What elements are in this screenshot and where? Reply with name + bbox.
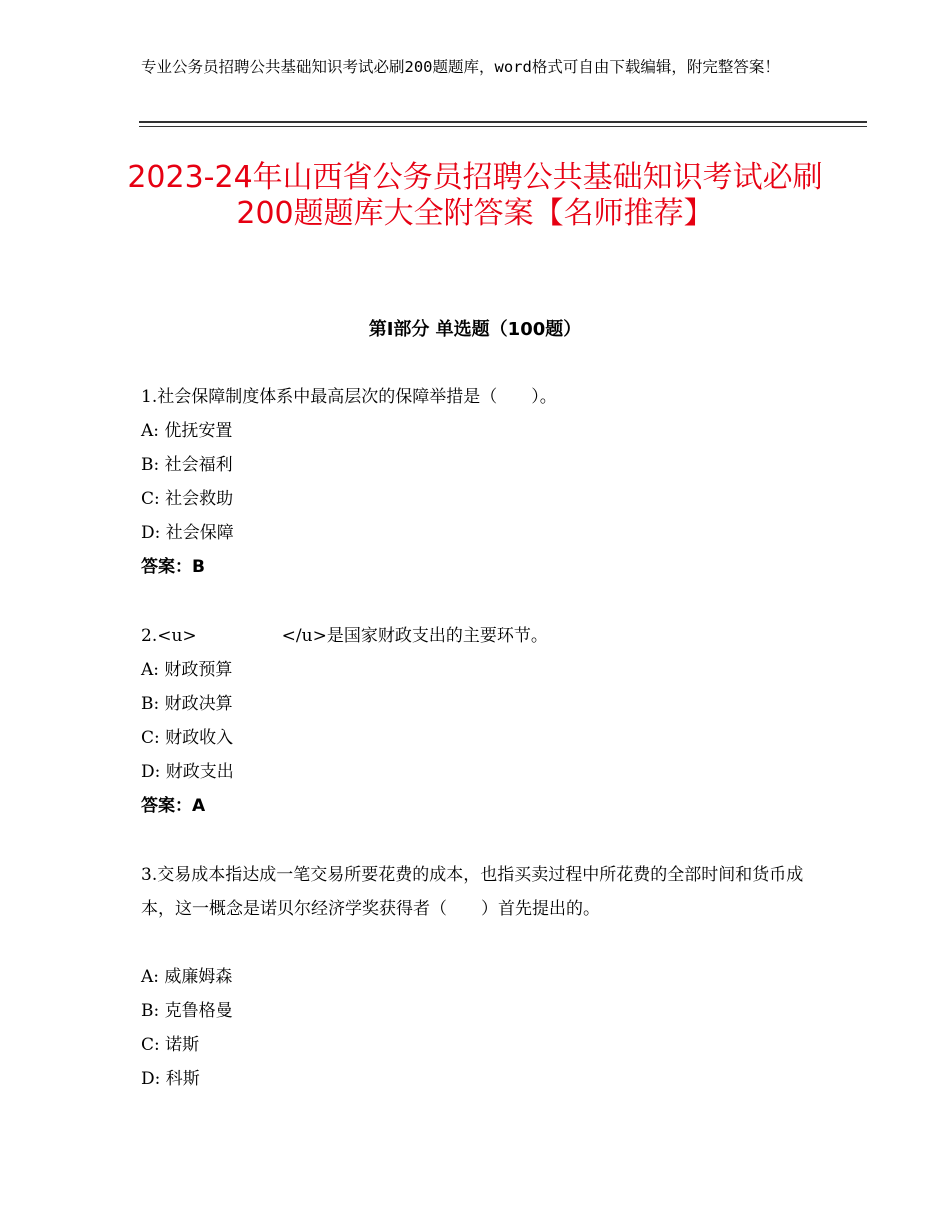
question-text: 1.社会保障制度体系中最高层次的保障举措是（ ）。 [141, 387, 557, 407]
question-text: 3.交易成本指达成一笔交易所要花费的成本，也指买卖过程中所花费的全部时间和货币成本，这一概念是诺贝尔经济学奖获得者（ ）首先提出的。 [141, 865, 804, 919]
section-title: 第Ⅰ部分 单选题（100题） [368, 319, 582, 340]
option-a: A: 优抚安置 [141, 421, 233, 441]
option-d: D: 科斯 [141, 1069, 200, 1089]
answer-label: 答案：A [141, 796, 206, 816]
header-divider-thick [139, 121, 867, 123]
option-b: B: 社会福利 [141, 455, 233, 475]
option-c: C: 诺斯 [141, 1035, 200, 1055]
option-d: D: 社会保障 [141, 523, 234, 543]
header-divider-thin [139, 126, 867, 127]
option-c: C: 社会救助 [141, 489, 234, 509]
option-b: B: 财政决算 [141, 694, 233, 714]
option-b: B: 克鲁格曼 [141, 1001, 233, 1021]
answer-label: 答案：B [141, 557, 205, 577]
document-title: 2023-24年山西省公务员招聘公共基础知识考试必刷200题题库大全附答案【名师推荐】 [127, 160, 823, 231]
option-a: A: 财政预算 [141, 660, 233, 680]
option-a: A: 威廉姆森 [141, 967, 233, 987]
header-note: 专业公务员招聘公共基础知识考试必刷200题题库，word格式可自由下载编辑，附完整答案！ [141, 58, 780, 76]
question-text: 2.<u> </u>是国家财政支出的主要环节。 [141, 626, 548, 646]
option-c: C: 财政收入 [141, 728, 234, 748]
option-d: D: 财政支出 [141, 762, 234, 782]
